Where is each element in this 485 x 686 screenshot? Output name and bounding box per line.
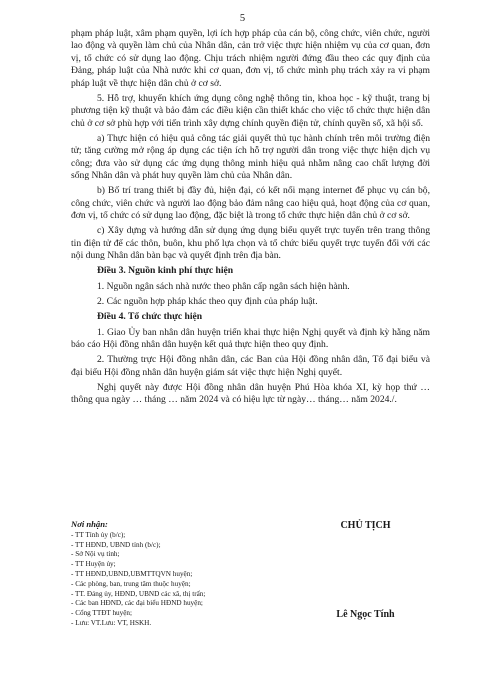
paragraph: 2. Thường trực Hội đồng nhân dân, các Ban của Hội đồng nhân dân, Tổ đại biểu và đại biểu Hội đồng nhân dân huyện giám sát việc thực hiện Nghị quyết. — [71, 354, 430, 378]
paragraph: Nghị quyết này được Hội đồng nhân dân huyện Phú Hòa khóa XI, kỳ họp thứ … thông qua ngày … tháng … năm 2024 và có hiệu lực từ ngày… tháng… năm 2024./. — [71, 381, 430, 406]
document-body — [71, 28, 430, 409]
recipient-item: - Sở Nội vụ tỉnh; — [71, 550, 120, 559]
recipients-title: Nơi nhận: — [71, 519, 108, 529]
paragraph: c) Xây dựng và hướng dẫn sử dụng ứng dụng biểu quyết trực tuyến trên trang thông tin điện tử để các thôn, buôn, khu phố lựa chọn và tổ chức biểu quyết trực tuyến đối với các nội dung Nhân dân bàn bạc và quyết định trên địa bàn. — [71, 225, 430, 262]
recipient-item: - Lưu: VT.Lưu: VT, HSKH. — [71, 618, 152, 627]
paragraph: 1. Giao Ủy ban nhân dân huyện triển khai thực hiện Nghị quyết và định kỳ hằng năm báo cáo Hội đồng nhân dân huyện kết quả thực hiện theo quy định. — [71, 326, 430, 350]
recipient-item: - TT HĐND,UBND,UBMTTQVN huyện; — [71, 569, 193, 578]
paragraph: phạm pháp luật, xâm phạm quyền, lợi ích hợp pháp của cán bộ, công chức, viên chức, người lao động và quyền làm chủ của Nhân dân, cản trở việc thực hiện nhiệm vụ của cơ quan, đơn vị, tổ chức có sử dụng lao động. Chịu trách nhiệm người đứng đầu theo các quy định của Đảng, pháp luật của Nhà nước khi cơ quan, đơn vị, tổ chức mình phụ trách xảy ra vi phạm pháp luật về thực hiện dân chủ ở cơ sở. — [71, 28, 430, 89]
recipient-item: - TT Tỉnh ủy (b/c); — [71, 530, 126, 539]
paragraph: a) Thực hiện có hiệu quả công tác giải quyết thủ tục hành chính trên môi trường điện tử; tăng cường mở rộng áp dụng các tiện ích hỗ trợ người dân trong việc thực hiện dịch vụ công; đưa vào sử dụng các ứng dụng thông minh hiệu quả nhằm nâng cao chất lượng đời sống Nhân dân và phát huy quyền làm chủ của Nhân dân. — [71, 132, 430, 182]
paragraph: b) Bố trí trang thiết bị đầy đủ, hiện đại, có kết nối mạng internet để phục vụ cán bộ, công chức, viên chức và người lao động bảo đảm nâng cao hiệu quả, hoạt động của cơ quan, đơn vị, tổ chức có sử dụng lao động, đặc biệt là trong tổ chức thực hiện dân chủ ở cơ sở. — [71, 185, 430, 222]
recipients-list — [71, 520, 271, 629]
paragraph: 1. Nguồn ngân sách nhà nước theo phân cấp ngân sách hiện hành. — [97, 280, 350, 292]
paragraph: 2. Các nguồn hợp pháp khác theo quy định của pháp luật. — [97, 295, 318, 307]
article-heading: Điều 4. Tổ chức thực hiện — [97, 311, 203, 323]
recipient-item: - TT HĐND, UBND tỉnh (b/c); — [71, 540, 161, 549]
recipient-item: - TT. Đảng ủy, HĐND, UBND các xã, thị trấn; — [71, 589, 206, 598]
signature-title: CHỦ TỊCH — [340, 520, 391, 531]
recipient-item: - Cổng TTĐT huyện; — [71, 609, 133, 618]
recipient-item: - TT Huyện ủy; — [71, 560, 116, 569]
recipient-item: - Các phòng, ban, trung tâm thuộc huyện; — [71, 579, 191, 588]
article-heading: Điều 3. Nguồn kinh phí thực hiện — [97, 265, 234, 277]
recipient-item: - Các ban HĐND, các đại biểu HĐND huyện; — [71, 599, 203, 608]
page-number: 5 — [239, 13, 246, 24]
signer-name: Lê Ngọc Tính — [336, 609, 395, 620]
paragraph: 5. Hỗ trợ, khuyến khích ứng dụng công nghệ thông tin, khoa học - kỹ thuật, trang bị phương tiện kỹ thuật và bảo đảm các điều kiện cần thiết khác cho việc tổ chức thực hiện dân chủ ở cơ sở phù hợp với tiến trình xây dựng chính quyền điện tử, chính quyền số, xã hội số. — [71, 92, 430, 129]
